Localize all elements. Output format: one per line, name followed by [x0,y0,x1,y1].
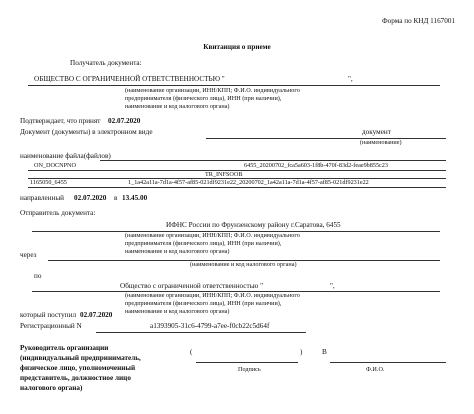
file-line-1-a: ON_DOCNPNO [34,162,76,169]
sender-label: Отправитель документа: [20,209,96,217]
document-title [0,44,474,51]
recipient-label: Получатель документа: [70,59,142,67]
via-caption: (наименование и код налогового органа) [190,261,297,268]
sign-in: В [322,348,327,356]
to-caption-3: наименование и код налогового органа) [125,308,230,315]
recipient-value: ОБЩЕСТВО С ОГРАНИЧЕННОЙ ОТВЕТСТВЕННОСТЬЮ " [34,75,225,83]
sign-close-paren: ) [300,348,303,356]
to-label: по [34,272,42,280]
sender-value: ИФНС России по Фрунзенскому району г.Саратова, 6455 [166,221,341,229]
fio-line [330,362,446,363]
sent-in: в [114,194,118,202]
head-line-4: представитель, должностное лицо [20,374,131,382]
sent-time: 13.45.00 [122,194,148,202]
file-line-1-b: 6455_20200702_fca5a603-1f8b-470f-83d2-feae9b855c23 [244,162,388,169]
recipient-caption-2: предпринимателя (физического лица), ИНН (при наличии), [125,95,282,102]
signature-caption: Подпись [238,366,261,373]
recipient-caption-1: (наименование организации, ИНН/КПП; Ф.И.О. индивидуального [125,87,300,94]
sender-caption-1: (наименование организации, ИНН/КПП; Ф.И.О. индивидуального [125,232,300,239]
reg-label: Регистрационный N [20,322,82,330]
filename-label: наименование файла(файлов) [20,152,111,160]
to-value-tail: ", [330,282,335,290]
signature-line [196,362,298,363]
recipient-underline [28,85,440,86]
file-line-2: TR_INFSOOB [205,171,243,178]
sent-prefix: направленный [20,194,65,202]
file-line-3-b: 1_1a42a11a-7d1a-4f57-af85-021df9231e22_20200702_1a42a11a-7d1a-4f57-af85-021df9231e22 [128,179,369,186]
form-code: Форма по КНД 1167001 [382,17,456,25]
documents-underline [206,138,446,139]
recipient-caption-3: наименование и код налогового органа) [125,103,230,110]
filename-underline-4 [28,187,446,188]
to-value: Общество с ограниченной ответственностью " [120,282,264,290]
via-label: через [20,251,37,259]
file-line-3: 1165050_6455 [30,179,67,186]
documents-caption: (наименование) [360,139,402,146]
recipient-value-tail: ", [348,75,353,83]
received-date: 02.07.2020 [80,311,113,319]
sign-open-paren: ( [190,348,193,356]
confirm-prefix: Подтверждает, что принят [20,117,101,125]
sent-date: 02.07.2020 [74,194,107,202]
confirm-date: 02.07.2020 [108,117,141,125]
to-caption-2: предпринимателя (физического лица), ИНН (при наличии), [125,300,282,307]
sender-caption-3: наименование и код налогового органа) [125,248,230,255]
to-caption-1: (наименование организации, ИНН/КПП; Ф.И.О. индивидуального [125,292,300,299]
head-line-2: (индивидуальный предприниматель, [20,354,141,362]
head-line-3: физическое лицо, уполномоченный [20,364,136,372]
received-prefix: который поступил [20,311,77,319]
documents-value: документ [362,128,391,136]
head-line-1: Руководитель организации [20,344,109,352]
filename-underline-1 [100,160,446,161]
reg-value: a1393905-31c6-4799-a7ee-f0cb22c5d64f [150,322,270,330]
head-line-5: налогового органа) [20,384,83,392]
sender-caption-2: предпринимателя (физического лица), ИНН (при наличии), [125,240,282,247]
fio-caption: Ф.И.О. [366,366,385,373]
reg-underline [96,332,306,333]
title-text: Квитанция о приеме [203,43,271,51]
documents-label: Документ (документы) в электронном виде [20,128,153,136]
